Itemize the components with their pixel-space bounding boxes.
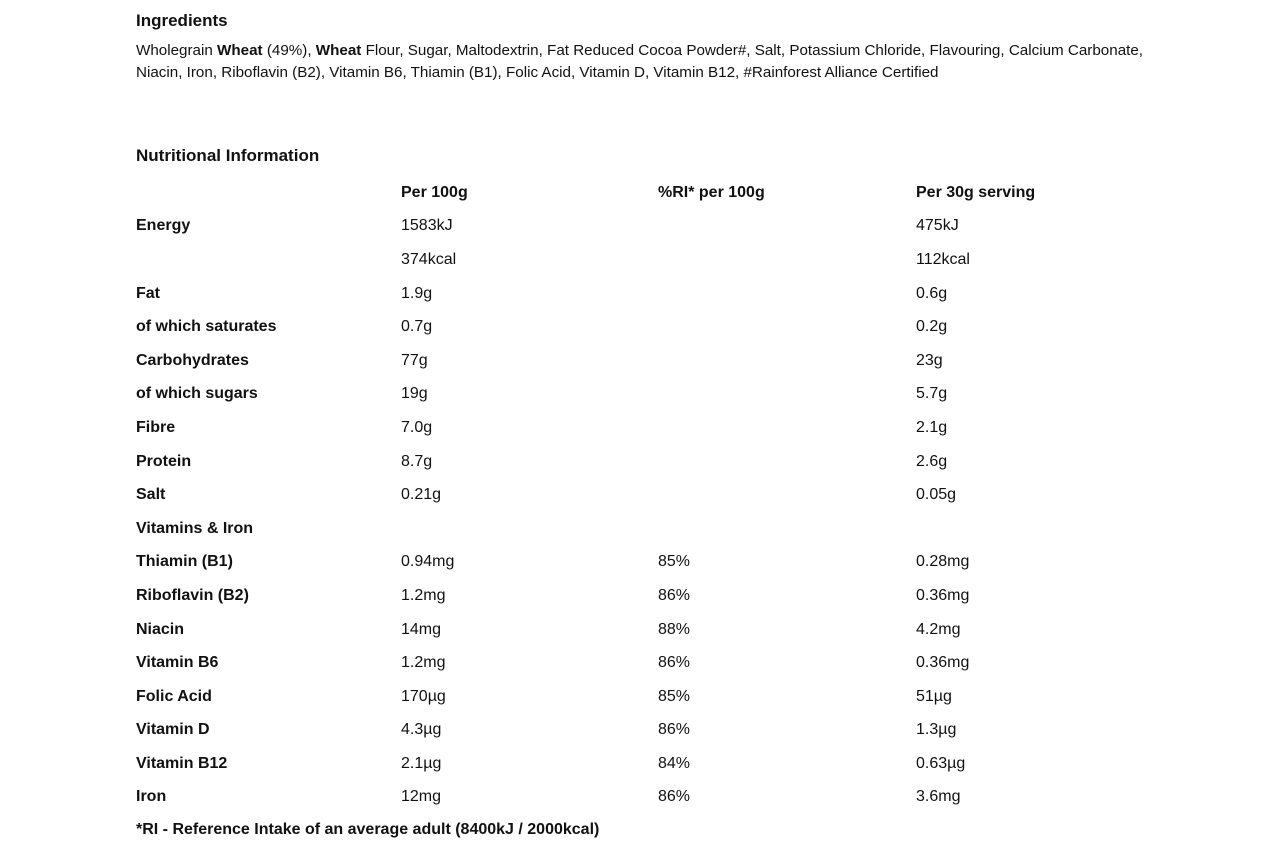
ri-percent-value: 84%: [658, 754, 691, 772]
table-row: [136, 680, 1116, 714]
nutrient-name: Iron: [136, 788, 167, 806]
ri-footnote: *RI - Reference Intake of an average adult (8400kJ / 2000kcal): [136, 821, 600, 838]
per-100g-value: 19g: [401, 385, 428, 403]
ri-percent-value: [658, 411, 916, 445]
nutrition-heading: Nutritional Information: [136, 146, 320, 165]
table-row: [136, 646, 1116, 680]
table-row: [136, 512, 1116, 546]
table-row: [136, 714, 1116, 748]
nutrient-name: Thiamin (B1): [136, 553, 233, 571]
ingredient-allergen: Wheat: [315, 42, 362, 59]
ri-percent-value: [658, 478, 916, 512]
per-serving-value: 1.3µg: [916, 721, 957, 739]
per-100g-value: 0.94mg: [401, 553, 455, 571]
per-serving-value: 112kcal: [916, 250, 970, 268]
ri-percent-value: [658, 378, 916, 412]
per-100g-value: 7.0g: [401, 418, 433, 436]
table-row: [136, 478, 1116, 512]
table-row: [136, 747, 1116, 781]
table-row: [136, 378, 1116, 412]
per-serving-value: 0.28mg: [916, 553, 970, 571]
per-serving-value: 0.2g: [916, 318, 948, 336]
ri-percent-value: 85%: [658, 553, 691, 571]
nutrient-name: Vitamin D: [136, 721, 210, 739]
per-serving-value: 475kJ: [916, 217, 959, 235]
per-100g-value: 0.7g: [401, 318, 433, 336]
table-row: [136, 243, 1116, 277]
column-header-per-100g: Per 100g: [401, 183, 468, 201]
table-row: [136, 781, 1116, 815]
per-serving-value: 0.36mg: [916, 586, 970, 604]
nutrient-name: Vitamins & Iron: [136, 519, 254, 537]
nutrition-table: [136, 176, 1116, 814]
nutrient-name: of which saturates: [136, 318, 277, 336]
ri-percent-value: [658, 445, 916, 479]
ingredients-heading: Ingredients: [136, 11, 228, 30]
nutrient-name: Niacin: [136, 620, 185, 638]
per-100g-value: 374kcal: [401, 250, 457, 268]
per-100g-value: 1.2mg: [401, 586, 446, 604]
table-row: [136, 210, 1116, 244]
ingredient-text-segment: Wholegrain: [136, 42, 218, 59]
per-100g-value: 2.1µg: [401, 754, 442, 772]
per-serving-value: 0.36mg: [916, 654, 970, 672]
per-100g-value: 4.3µg: [401, 721, 442, 739]
nutrient-name: Carbohydrates: [136, 351, 249, 369]
nutrient-name: Fibre: [136, 418, 176, 436]
nutrient-name: Protein: [136, 452, 192, 470]
column-header-nutrient: [136, 176, 401, 210]
table-row: [136, 411, 1116, 445]
ri-percent-value: [658, 344, 916, 378]
nutrient-name: Vitamin B6: [136, 654, 219, 672]
ri-percent-value: [658, 210, 916, 244]
nutrient-name: Folic Acid: [136, 687, 212, 705]
nutrient-name: Fat: [136, 284, 160, 302]
ri-percent-value: 88%: [658, 620, 691, 638]
per-serving-value: 0.05g: [916, 486, 957, 504]
per-100g-value: 1.9g: [401, 284, 433, 302]
ri-percent-value: [658, 243, 916, 277]
per-serving-value: 23g: [916, 351, 943, 369]
per-100g-value: 170µg: [401, 687, 446, 705]
ingredient-allergen: Wheat: [217, 42, 263, 59]
ri-percent-value: [658, 512, 916, 546]
per-serving-value: 0.6g: [916, 284, 948, 302]
ri-percent-value: 85%: [658, 687, 691, 705]
ri-percent-value: 86%: [658, 654, 691, 672]
table-row: [136, 579, 1116, 613]
nutrition-table-body: [136, 210, 1116, 815]
table-row: [136, 445, 1116, 479]
ingredient-text-segment: Flour, Sugar, Maltodextrin, Fat Reduced Cocoa Powder#, Salt, Potassium Chloride, Flavouring, Calcium Carbonate, Niacin, Iron, Riboflavin (B2), Vitamin B6, Thiamin (B1), Folic Acid, Vitamin D, Vitamin B12, #Rainforest Alliance Certified: [136, 42, 1144, 81]
per-serving-value: 51µg: [916, 687, 952, 705]
per-100g-value: [401, 512, 658, 546]
ri-percent-value: 86%: [658, 586, 691, 604]
table-row: [136, 344, 1116, 378]
per-100g-value: 0.21g: [401, 486, 442, 504]
per-100g-value: 14mg: [401, 620, 442, 638]
table-row: [136, 613, 1116, 647]
ri-percent-value: 86%: [658, 721, 691, 739]
per-100g-value: 12mg: [401, 788, 442, 806]
ingredient-text-segment: (49%),: [262, 42, 316, 59]
table-row: [136, 310, 1116, 344]
ingredients-text: [136, 40, 1166, 84]
nutrient-name: Vitamin B12: [136, 754, 228, 772]
ri-percent-value: [658, 277, 916, 311]
per-100g-value: 1.2mg: [401, 654, 446, 672]
per-serving-value: 2.6g: [916, 452, 948, 470]
per-serving-value: [916, 512, 1116, 546]
per-serving-value: 2.1g: [916, 418, 948, 436]
per-100g-value: 1583kJ: [401, 217, 453, 235]
column-header-ri-per-100g: %RI* per 100g: [658, 183, 765, 201]
nutrient-name: Salt: [136, 486, 166, 504]
per-serving-value: 4.2mg: [916, 620, 961, 638]
per-100g-value: 77g: [401, 351, 428, 369]
nutrient-name: [136, 243, 401, 277]
per-serving-value: 3.6mg: [916, 788, 961, 806]
table-row: [136, 546, 1116, 580]
nutrient-name: of which sugars: [136, 385, 258, 403]
table-row: [136, 277, 1116, 311]
per-serving-value: 5.7g: [916, 385, 948, 403]
nutrition-header-row: [136, 176, 1116, 210]
nutrient-name: Energy: [136, 217, 191, 235]
nutrient-name: Riboflavin (B2): [136, 586, 249, 604]
ri-percent-value: 86%: [658, 788, 691, 806]
column-header-per-serving: Per 30g serving: [916, 183, 1036, 201]
per-serving-value: 0.63µg: [916, 754, 966, 772]
ri-percent-value: [658, 310, 916, 344]
per-100g-value: 8.7g: [401, 452, 433, 470]
